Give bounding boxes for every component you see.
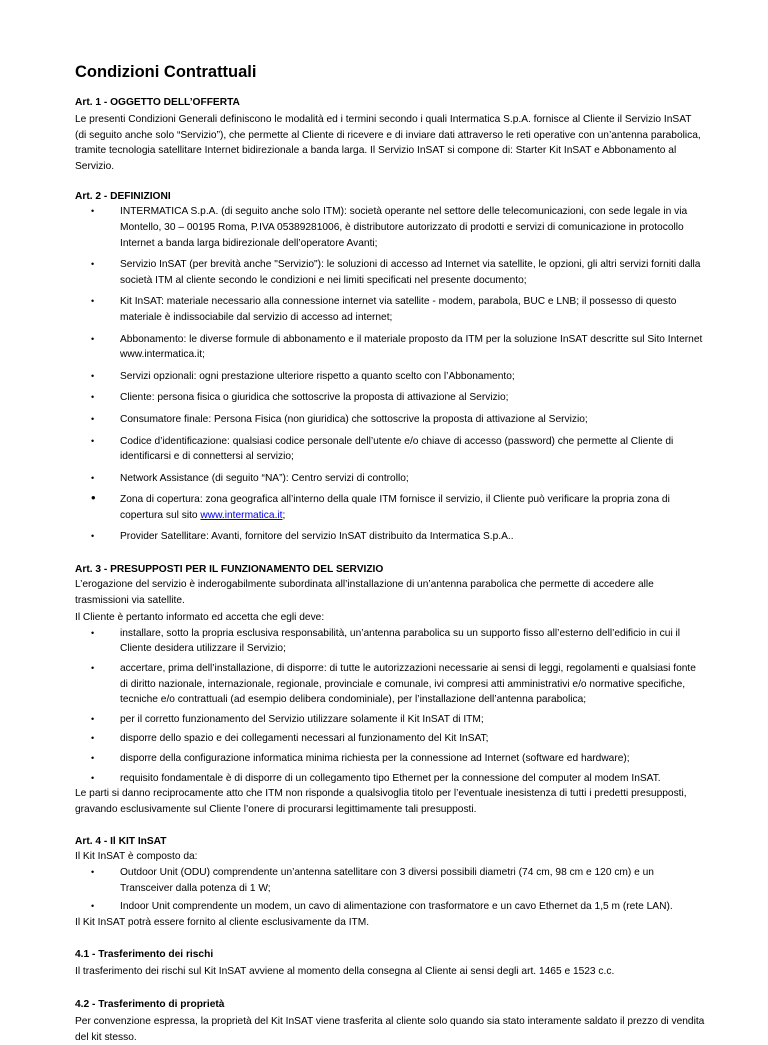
section-4-2-heading: 4.2 - Trasferimento di proprietà xyxy=(75,998,225,1010)
article-3-intro-2: Il Cliente è pertanto informato ed accetta che egli deve: xyxy=(75,612,325,624)
list-item: • accertare, prima dell’installazione, di disporre: di tutte le autorizzazioni necessarie ai sensi di leggi, regolamenti e qualsiasi fonte di diritto nazionale, internazionale, regionale, provinciale e comunale, ivi compresi atti amministrativi e/o normative specifiche, tecniche e/o contrattuali (ad esempio delibera condominiale), per l’installazione dell’antenna parabolica; xyxy=(91,663,696,706)
article-4-intro: Il Kit InSAT è composto da: xyxy=(75,851,198,863)
list-item: • per il corretto funzionamento del Servizio utilizzare solamente il Kit InSAT di ITM; xyxy=(75,712,705,728)
bullet-icon: • xyxy=(91,733,95,744)
list-item: • Cliente: persona fisica o giuridica che sottoscrive la proposta di attivazione al Servizio; xyxy=(75,390,705,406)
list-item: • INTERMATICA S.p.A. (di seguito anche solo ITM): società operante nel settore delle telecomunicazioni, con sede legale in via Montello, 30 – 00195 Roma, P.IVA 05389281006, è distributore autorizzato di prodotti e servizi di comunicazione in protocollo Internet a banda larga bidirezionale dell’operatore Avanti; xyxy=(91,206,688,249)
list-item: • Outdoor Unit (ODU) comprendente un’antenna satellitare con 3 diversi possibili diametri (74 cm, 98 cm e 120 cm) e un Transceiver dalla potenza di 1 W; xyxy=(91,866,654,894)
section-4-2-text: Per convenzione espressa, la proprietà del Kit InSAT viene trasferita al cliente solo quando sia stato interamente saldato il prezzo di vendita del kit stesso. xyxy=(75,1015,705,1043)
list-item: • Provider Satellitare: Avanti, fornitore del servizio InSAT distribuito da Intermatica S.p.A.. xyxy=(75,529,705,545)
article-2 xyxy=(75,189,705,545)
article-3-heading: Art. 3 - PRESUPPOSTI PER IL FUNZIONAMENTO DEL SERVIZIO xyxy=(75,564,384,576)
list-item: • disporre della configurazione informatica minima richiesta per la connessione ad Internet (software ed hardware); xyxy=(75,751,705,767)
bullet-icon: • xyxy=(91,435,95,446)
bullet-icon: • xyxy=(91,753,95,763)
bullet-icon: • xyxy=(91,370,95,381)
list-item: • Kit InSAT: materiale necessario alla connessione internet via satellite - modem, parabola, BUC e LNB; il possesso di questo materiale è indissociabile dal servizio di accesso ad internet; xyxy=(91,296,677,323)
page-title: Condizioni Contrattuali xyxy=(75,63,257,81)
list-item: • Servizio InSAT (per brevità anche "Servizio"): le soluzioni di accesso ad Internet via satellite, le opzioni, gli altri servizi forniti dalla società ITM al cliente secondo le condizioni e nei limiti specificati nel presente documento; xyxy=(91,259,701,286)
bullet-icon: • xyxy=(91,627,95,638)
list-item: • disporre dello spazio e dei collegamenti necessari al funzionamento del Kit InSAT; xyxy=(75,731,705,747)
section-4-2 xyxy=(75,997,705,1045)
bullet-icon: • xyxy=(91,901,95,912)
article-1-heading: Art. 1 - OGGETTO DELL’OFFERTA xyxy=(75,97,240,108)
section-4-1-heading: 4.1 - Trasferimento dei rischi xyxy=(75,949,214,961)
document-page xyxy=(75,62,705,1045)
bullet-icon: • xyxy=(91,772,95,783)
article-4-heading: Art. 4 - Il KIT InSAT xyxy=(75,836,167,848)
article-3-intro: L’erogazione del servizio è inderogabilmente subordinata all’installazione di un’antenna parabolica che permette di accedere alle trasmissioni via satellite. xyxy=(75,579,654,606)
list-item: • Servizi opzionali: ogni prestazione ulteriore rispetto a quanto scelto con l’Abbonamento; xyxy=(75,369,705,385)
definitions-list xyxy=(75,204,705,545)
bullet-icon: • xyxy=(91,296,95,307)
list-item: • Consumatore finale: Persona Fisica (non giuridica) che sottoscrive la proposta di attivazione al Servizio; xyxy=(75,412,705,428)
bullet-icon: • xyxy=(91,866,95,877)
section-4-1 xyxy=(75,947,705,980)
article-3-outro: Le parti si danno reciprocamente atto che ITM non risponde a qualsivoglia titolo per l’eventuale inesistenza di tutti i predetti presupposti, gravando esclusivamente sul Cliente l’onere di procurarsi legittimamente tali presupposti. xyxy=(75,788,687,815)
bullet-icon: • xyxy=(91,713,95,724)
bullet-icon: • xyxy=(91,206,95,217)
list-item: • requisito fondamentale è di disporre di un collegamento tipo Ethernet per la connessione del computer al modem InSAT. xyxy=(75,771,705,787)
bullet-icon: • xyxy=(91,392,95,403)
bullet-icon: • xyxy=(91,490,96,506)
article-1 xyxy=(75,95,705,174)
bullet-icon: • xyxy=(91,333,95,344)
list-item: • installare, sotto la propria esclusiva responsabilità, un’antenna parabolica su un supporto fisso all’esterno dell’edificio in cui il Cliente desidera utilizzare il Servizio; xyxy=(91,627,681,655)
article-2-heading: Art. 2 - DEFINIZIONI xyxy=(75,191,171,203)
list-item: • Indoor Unit comprendente un modem, un cavo di alimentazione con trasformatore e un cavo Ethernet da 1,5 m (rete LAN). xyxy=(75,899,705,915)
article-4 xyxy=(75,834,705,930)
list-item: • Network Assistance (di seguito “NA”): Centro servizi di controllo; xyxy=(75,471,705,487)
bullet-icon: • xyxy=(91,663,95,674)
list-item: • Abbonamento: le diverse formule di abbonamento e il materiale proposto da ITM per la soluzione InSAT descritte sul Sito Internet www.intermatica.it; xyxy=(91,333,703,361)
intermatica-website-link[interactable]: www.intermatica.it xyxy=(200,509,283,521)
bullet-icon: • xyxy=(91,472,95,483)
article-3 xyxy=(75,562,705,817)
article-1-text: Le presenti Condizioni Generali definiscono le modalità ed i termini secondo i quali Intermatica S.p.A. fornisce al Cliente il Servizio InSAT (di seguito anche solo “Servizio”), che permette al Cliente di ricevere e di inviare dati attraverso le reti operative con un’antenna parabolica, tramite tecnologia satellitare Internet bidirezionale a banda larga. Il Servizio InSAT si compone di: Starter Kit InSAT e Abbonamento al Servizio. xyxy=(75,114,701,172)
list-item: • Codice d’identificazione: qualsiasi codice personale dell’utente e/o chiave di accesso (password) che permette al Cliente di identificarsi e di connettersi al servizio; xyxy=(91,435,674,463)
list-item: • Zona di copertura: zona geografica all’interno della quale ITM fornisce il servizio, il Cliente può verificare la propria zona di copertura sul sito www.intermatica.it; xyxy=(91,490,670,521)
article-4-outro: Il Kit InSAT potrà essere fornito al cliente esclusivamente da ITM. xyxy=(75,916,370,928)
requirements-list xyxy=(75,626,705,786)
bullet-icon: • xyxy=(91,259,95,270)
bullet-icon: • xyxy=(91,531,95,542)
section-4-1-text: Il trasferimento dei rischi sul Kit InSAT avviene al momento della consegna al Cliente ai sensi degli art. 1465 e 1523 c.c. xyxy=(75,966,615,978)
kit-components-list xyxy=(75,865,705,915)
bullet-icon: • xyxy=(91,413,95,424)
